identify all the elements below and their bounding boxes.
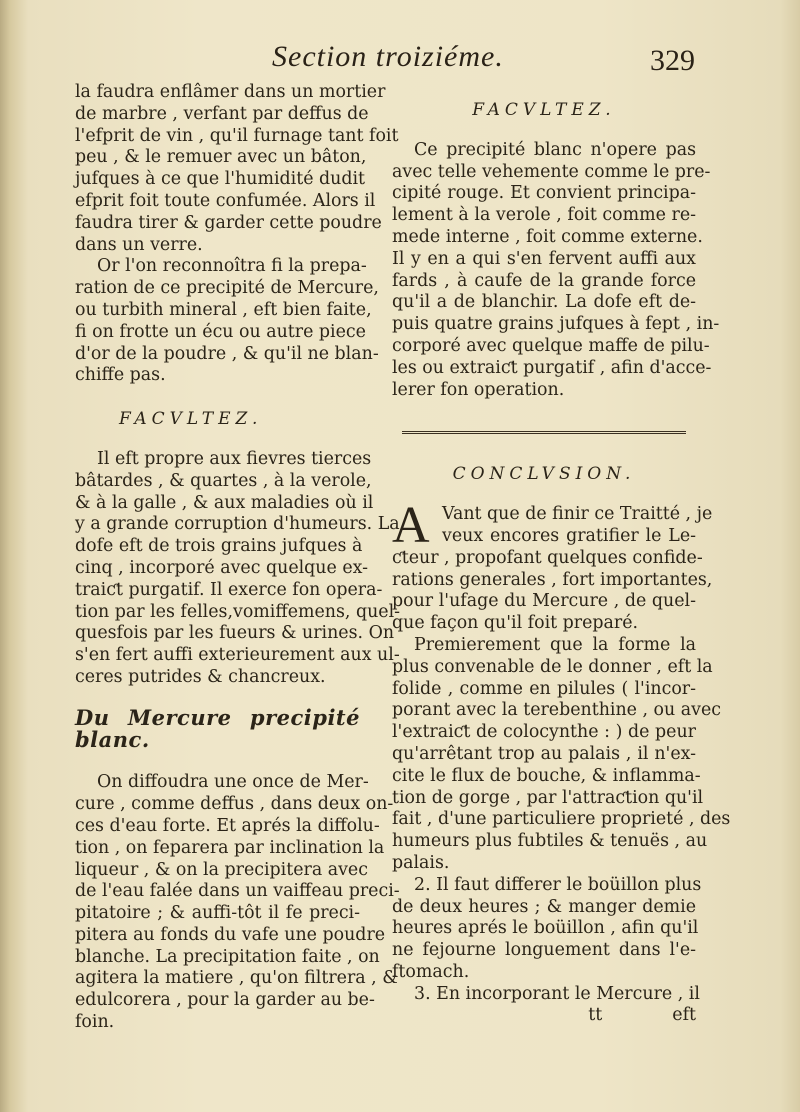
paragraph-reconnoitre bbox=[75, 256, 379, 387]
text-line: blanche. La precipitation faite , on bbox=[75, 946, 380, 967]
text-line: l'extraiƈt de colocynthe : ) de peur bbox=[392, 722, 696, 743]
text-line: cure , comme deffus , dans deux on- bbox=[75, 794, 394, 815]
text-line: dofe eft de trois grains jufques à bbox=[75, 536, 363, 557]
text-line: foin. bbox=[75, 1012, 115, 1033]
text-line: 2. Il faut differer le boüillon plus bbox=[414, 874, 702, 895]
text-line: pitera au fonds du vafe une poudre bbox=[75, 924, 386, 945]
text-line: ƈteur , propofant quelques confide- bbox=[392, 547, 703, 568]
section-subtitle: Du Mercure precipité blanc. bbox=[75, 704, 360, 752]
text-line: de deux heures ; & manger demie bbox=[392, 896, 696, 917]
text-line: quesfois par les fueurs & urines. On bbox=[75, 623, 395, 644]
text-line: corporé avec quelque maffe de pilu- bbox=[392, 335, 710, 356]
paragraph-conclusion bbox=[392, 547, 713, 635]
text-line: de marbre , verfant par deffus de bbox=[75, 103, 369, 124]
text-line: cinq , incorporé avec quelque ex- bbox=[75, 557, 368, 578]
text-line: tion , on feparera par inclination la bbox=[75, 837, 385, 858]
conclusion-heading: CONCLVSION. bbox=[452, 464, 636, 485]
text-line: & à la galle , & aux maladies où il bbox=[75, 492, 374, 513]
text-line: Vant que de finir ce Traitté , je bbox=[442, 504, 713, 525]
text-line: la faudra enflâmer dans un mortier bbox=[75, 82, 386, 102]
text-line: Premierement que la forme la bbox=[414, 634, 696, 655]
page-number: 329 bbox=[650, 44, 695, 77]
text-line: Il y en a qui s'en fervent auffi aux bbox=[392, 248, 696, 269]
text-line: ne fejourne longuement dans l'e- bbox=[392, 940, 696, 961]
text-line: peu , & le remuer avec un bâton, bbox=[75, 147, 367, 168]
text-line: ration de ce precipité de Mercure, bbox=[75, 278, 379, 299]
paragraph-propre bbox=[75, 448, 401, 689]
text-line: ceres putrides & chancreux. bbox=[75, 666, 326, 687]
text-line: fait , d'une particuliere proprieté , des bbox=[392, 809, 731, 830]
text-line: dans un verre. bbox=[75, 234, 203, 255]
text-line: agitera la matiere , qu'on filtrera , & bbox=[75, 968, 398, 989]
conclusion-opening bbox=[392, 497, 713, 555]
text-line: rations generales , fort importantes, bbox=[392, 569, 713, 590]
text-line: ou turbith mineral , eft bien faite, bbox=[75, 299, 372, 320]
text-line: efprit foit toute confumée. Alors il bbox=[75, 190, 376, 211]
paragraph-incorporant: 3. En incorporant le Mercure , il bbox=[414, 983, 700, 1004]
text-line: edulcorera , pour la garder au be- bbox=[75, 990, 375, 1011]
text-line: jufques à ce que l'humidité dudit bbox=[75, 169, 366, 190]
catchword: eft bbox=[672, 1005, 696, 1026]
text-line: heures aprés le boüillon , afin qu'il bbox=[392, 918, 699, 939]
text-line: On diffoudra une once de Mer- bbox=[97, 772, 369, 793]
text-line: puis quatre grains jufques à fept , in- bbox=[392, 314, 720, 335]
text-line: qu'il a de blanchir. La dofe eft de- bbox=[392, 292, 696, 313]
text-line: veux encores gratifier le Le- bbox=[442, 525, 696, 546]
text-line: que façon qu'il foit preparé. bbox=[392, 613, 639, 634]
text-line: qu'arrêtant trop au palais , il n'ex- bbox=[392, 743, 696, 764]
right-column bbox=[392, 82, 731, 1027]
text-line: cite le flux de bouche, & inflamma- bbox=[392, 765, 701, 786]
text-line: fards , à caufe de la grande force bbox=[392, 270, 696, 291]
left-column bbox=[75, 82, 401, 1034]
paragraph-precipite-blanc bbox=[392, 139, 720, 402]
text-line: lement à la verole , foit comme re- bbox=[392, 205, 696, 226]
text-line: avec telle vehemente comme le pre- bbox=[392, 161, 711, 182]
paragraph-bouillon bbox=[392, 874, 702, 984]
facultez-heading: FACVLTEZ. bbox=[119, 409, 263, 430]
facultez-heading-right: FACVLTEZ. bbox=[472, 100, 616, 120]
text-line: pour l'ufage du Mercure , de quel- bbox=[392, 591, 696, 612]
text-line: tion de gorge , par l'attraƈtion qu'il bbox=[392, 787, 704, 808]
text-line: Il eft propre aux fievres tierces bbox=[97, 448, 372, 469]
text-line: Ce precipité blanc n'opere pas bbox=[414, 139, 696, 160]
paragraph-premierement bbox=[392, 634, 731, 875]
text-line: l'efprit de vin , qu'il furnage tant foit bbox=[75, 125, 399, 146]
text-line: palais. bbox=[392, 852, 450, 873]
running-head: Section troiziéme. bbox=[272, 40, 504, 73]
text-line: d'or de la poudre , & qu'il ne blan- bbox=[75, 343, 379, 364]
text-line: fi on frotte un écu ou autre piece bbox=[75, 321, 366, 342]
page-header bbox=[0, 40, 800, 86]
catchword-line bbox=[392, 1005, 696, 1027]
text-line: y a grande corruption d'humeurs. La bbox=[75, 514, 400, 535]
text-line: humeurs plus fubtiles & tenuës , au bbox=[392, 831, 708, 852]
text-line: folide , comme en pilules ( l'incor- bbox=[392, 678, 696, 699]
text-line: faudra tirer & garder cette poudre bbox=[75, 212, 382, 233]
text-line: plus convenable de le donner , eft la bbox=[392, 656, 713, 677]
text-line: tion par les felles,vomiffemens, quel- bbox=[75, 601, 401, 622]
text-line: ces d'eau forte. Et aprés la diffolu- bbox=[75, 815, 380, 836]
text-line: lerer fon operation. bbox=[392, 379, 565, 400]
text-line: mede interne , foit comme externe. bbox=[392, 226, 703, 247]
text-line: pitatoire ; & auffi-tôt il fe preci- bbox=[75, 903, 360, 924]
paragraph-diffoudra bbox=[75, 772, 400, 1034]
text-line: les ou extraiƈt purgatif , afin d'acce- bbox=[392, 357, 712, 378]
text-line: chiffe pas. bbox=[75, 365, 166, 386]
section-divider bbox=[402, 431, 686, 434]
intro-paragraph bbox=[75, 82, 399, 256]
text-line: ftomach. bbox=[392, 961, 470, 982]
text-line: bâtardes , & quartes , à la verole, bbox=[75, 470, 372, 491]
text-line: liqueur , & on la precipitera avec bbox=[75, 859, 368, 880]
text-line: cipité rouge. Et convient principa- bbox=[392, 183, 696, 204]
text-line: de l'eau falée dans un vaiffeau preci- bbox=[75, 881, 400, 902]
text-line: porant avec la terebenthine , ou avec bbox=[392, 700, 721, 721]
signature-mark: tt bbox=[588, 1005, 603, 1026]
text-line: s'en fert auffi exterieurement aux ul- bbox=[75, 645, 400, 666]
text-line: Or l'on reconnoîtra fi la prepa- bbox=[97, 256, 367, 277]
text-line: traiƈt purgatif. Il exerce fon opera- bbox=[75, 579, 383, 600]
drop-cap: A bbox=[392, 497, 430, 555]
